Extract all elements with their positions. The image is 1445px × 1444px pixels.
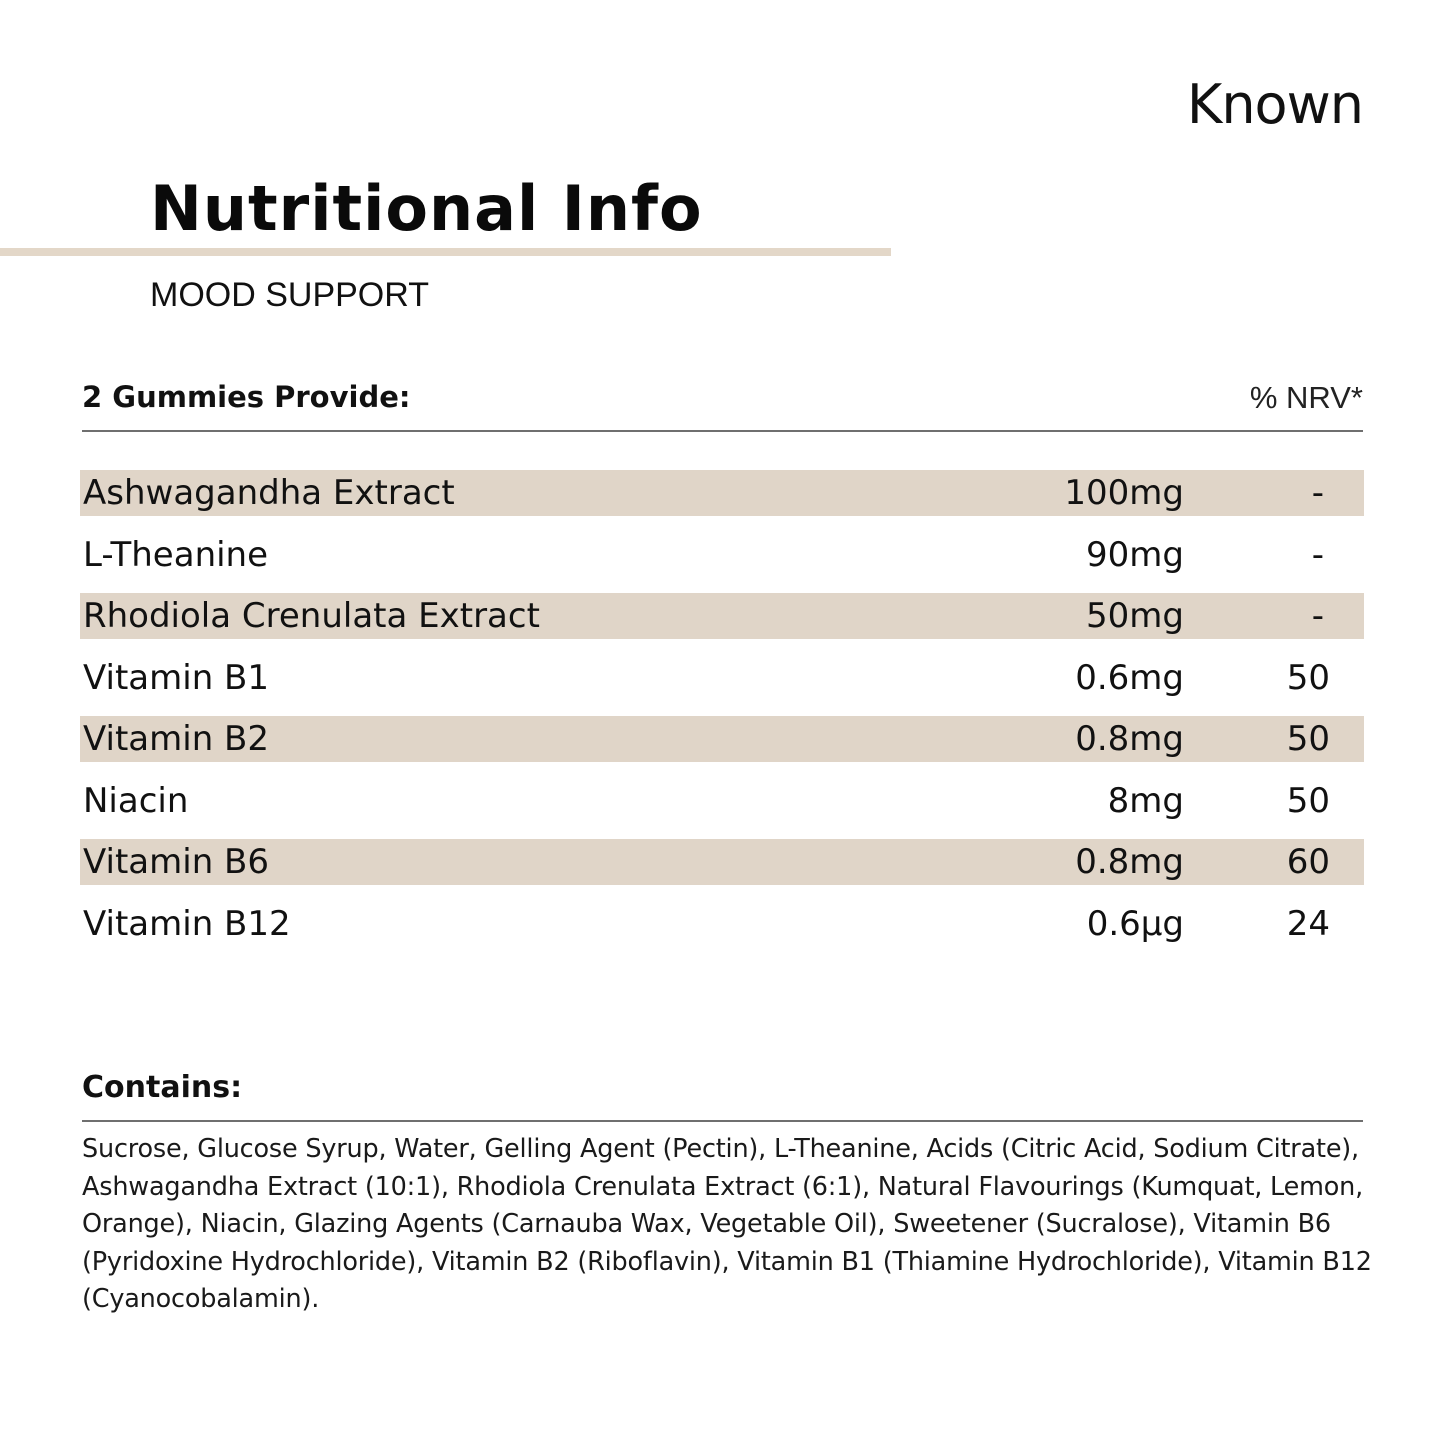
nutrient-nrv: 24 [1286, 903, 1330, 944]
page-title: Nutritional Info [150, 172, 703, 245]
nutrient-nrv: - [1311, 534, 1324, 575]
nutrient-amount: 100mg [1064, 473, 1184, 513]
nutrient-nrv: 60 [1286, 842, 1330, 882]
nutrient-table [80, 470, 1364, 962]
nutrient-name: Rhodiola Crenulata Extract [83, 596, 540, 636]
contains-heading: Contains: [82, 1070, 243, 1105]
table-row [80, 532, 1364, 578]
nutrient-name: Vitamin B2 [83, 719, 270, 759]
nutrient-amount: 0.6µg [1086, 903, 1184, 944]
table-row [80, 593, 1364, 639]
nutrient-amount: 0.6mg [1075, 657, 1184, 698]
table-row [80, 901, 1364, 947]
table-header [82, 380, 1363, 416]
nutrient-name: Vitamin B12 [83, 903, 291, 944]
nutrient-name: L-Theanine [83, 534, 269, 575]
ingredients-list: Sucrose, Glucose Syrup, Water, Gelling Agent (Pectin), L-Theanine, Acids (Citric Acid, Sodium Citrate), Ashwagandha Extract (10:1), Rhodiola Crenulata Extract (6:1), Natural Flavourings (Kumquat, Lemon, Orange), Niacin, Glazing Agents (Carnauba Wax, Vegetable Oil), Sweetener (Sucralose), Vitamin B6 (Pyridoxine Hydrochloride), Vitamin B2 (Riboflavin), Vitamin B1 (Thiamine Hydrochloride), Vitamin B12 (Cyanocobalamin). [82, 1134, 1372, 1314]
nutrient-nrv: 50 [1286, 719, 1330, 759]
nutrient-nrv: 50 [1286, 780, 1330, 821]
nutrient-name: Vitamin B1 [83, 657, 270, 698]
table-row [80, 839, 1364, 885]
product-subtitle: MOOD SUPPORT [150, 276, 429, 314]
table-row [80, 778, 1364, 824]
table-header-divider [82, 430, 1363, 432]
table-row [80, 655, 1364, 701]
nutrient-nrv: - [1311, 473, 1324, 513]
nutrient-nrv: 50 [1286, 657, 1330, 698]
nrv-column-header: % NRV* [1249, 380, 1363, 415]
nutrient-name: Vitamin B6 [83, 842, 270, 882]
nutrient-amount: 8mg [1107, 780, 1184, 821]
nutrient-amount: 50mg [1086, 596, 1184, 636]
nutrient-name: Niacin [83, 780, 189, 821]
title-underline-bar [0, 248, 891, 256]
table-row [80, 470, 1364, 516]
nutrient-amount: 90mg [1086, 534, 1184, 575]
nutrient-name: Ashwagandha Extract [83, 473, 455, 513]
nutrient-amount: 0.8mg [1075, 842, 1184, 882]
contains-divider [82, 1120, 1363, 1122]
brand-logo: Known [1186, 73, 1363, 136]
serving-label: 2 Gummies Provide: [82, 380, 411, 414]
nutrient-nrv: - [1311, 596, 1324, 636]
nutrient-amount: 0.8mg [1075, 719, 1184, 759]
table-row [80, 716, 1364, 762]
